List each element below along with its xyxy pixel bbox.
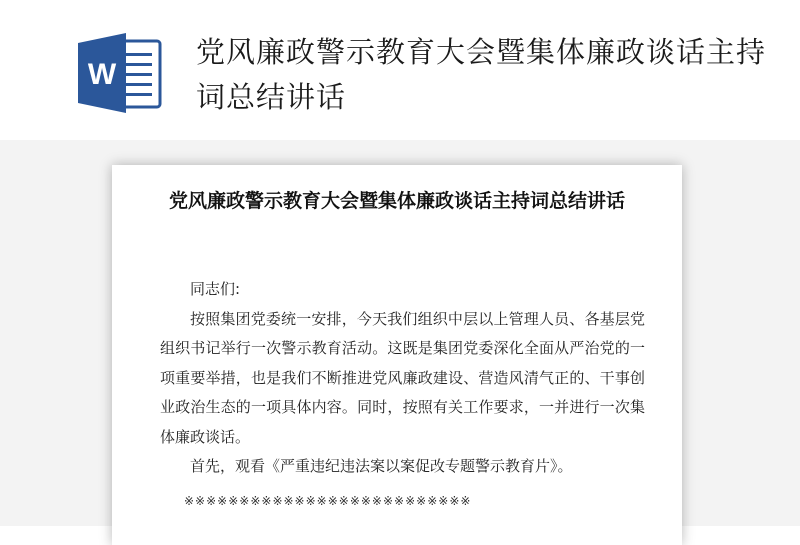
salutation-paragraph: 同志们:	[190, 280, 241, 298]
header-title: 党风廉政警示教育大会暨集体廉政谈话主持词总结讲话	[196, 35, 767, 114]
word-icon-letter: W	[87, 58, 117, 91]
word-document-icon	[76, 31, 164, 115]
header	[0, 0, 800, 140]
document-body	[160, 275, 645, 516]
document-title: 党风廉政警示教育大会暨集体廉政谈话主持词总结讲话	[168, 190, 625, 212]
document-page	[112, 165, 682, 545]
separator-stars: ※※※※※※※※※※※※※※※※※※※※※※※※※※	[184, 493, 472, 508]
body-paragraph: 按照集团党委统一安排，今天我们组织中层以上管理人员、各基层党组织书记举行一次警示教育活动。这既是集团党委深化全面从严治党的一项重要举措，也是我们不断推进党风廉政建设、营造风清气正的、干事创业政治生态的一项具体内容。同时，按照有关工作要求，一并进行一次集体廉政谈话。	[160, 309, 645, 446]
body-paragraph: 首先，观看《严重违纪违法案以案促改专题警示教育片》。	[190, 457, 573, 475]
